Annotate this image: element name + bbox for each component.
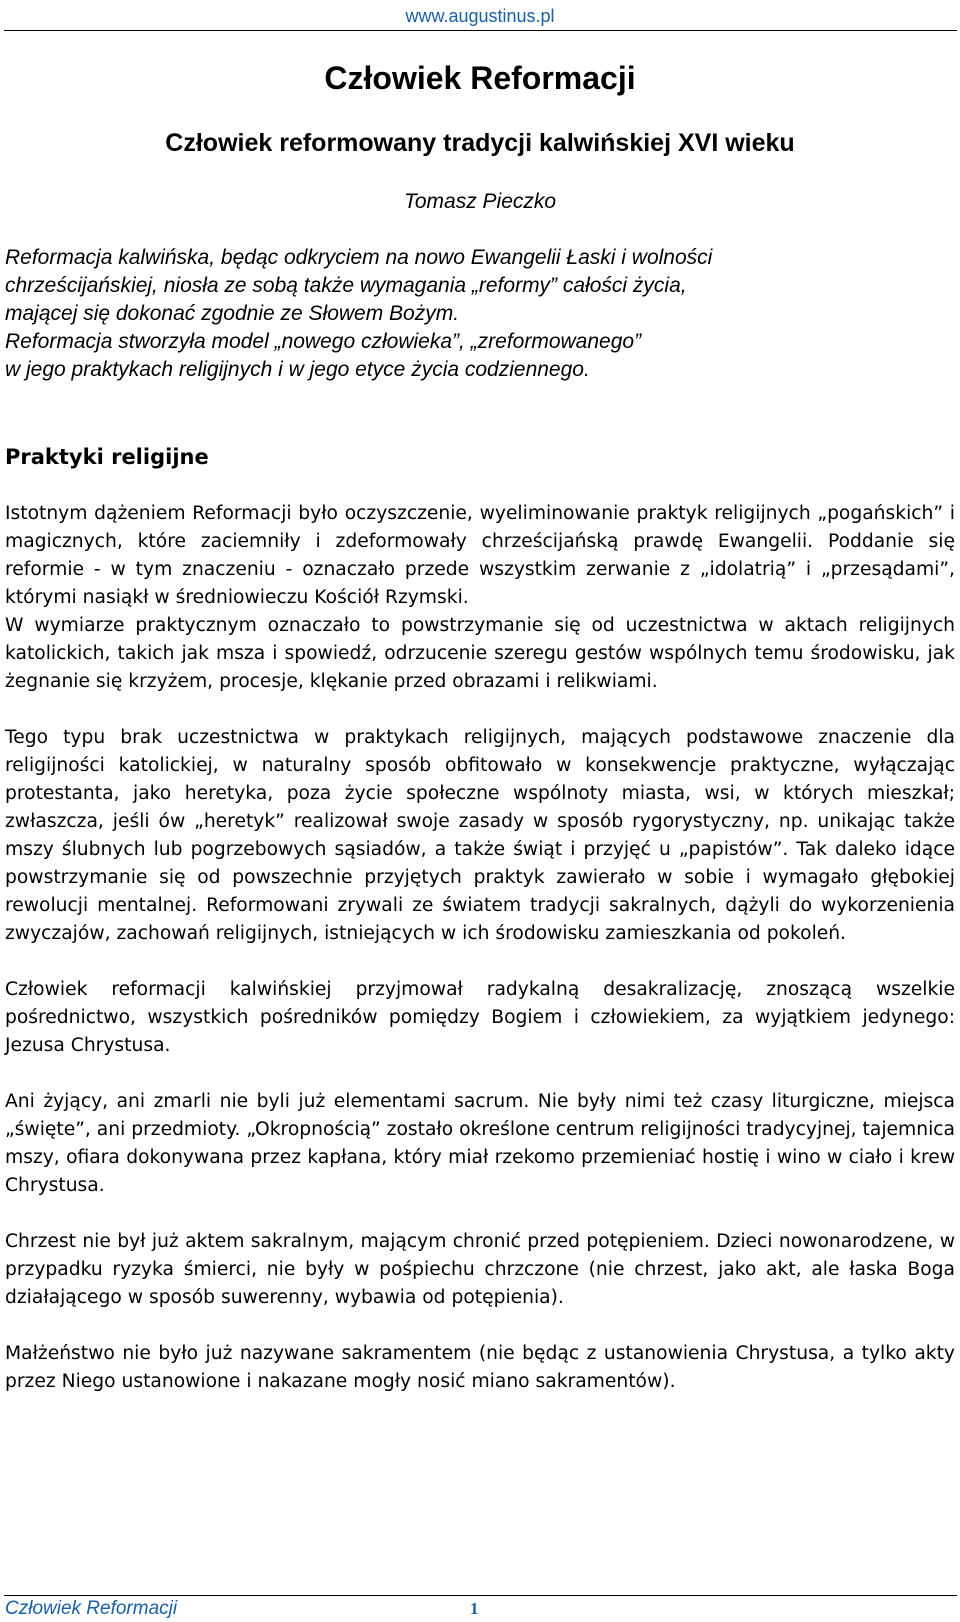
paragraph: W wymiarze praktycznym oznaczało to powstrzymanie się od uczestnictwa w aktach religijnych katolickich, takich jak msza i spowiedź, odrzucenie szeregu gestów wspólnych temu środowisku, jak żegnanie się krzyżem, procesje, klękanie przed obrazami i relikwiami. (5, 615, 955, 692)
intro-line: Reformacja stworzyła model „nowego człowieka”, „zreformowanego” (5, 330, 642, 353)
section-heading: Praktyki religijne (5, 445, 209, 469)
intro-line: Reformacja kalwińska, będąc odkryciem na nowo Ewangelii Łaski i wolności (5, 246, 713, 269)
paragraph: Człowiek reformacji kalwińskiej przyjmował radykalną desakralizację, znoszącą wszelkie pośrednictwo, wszystkich pośredników pomiędzy Bogiem i człowiekiem, za wyjątkiem jedynego: Jezusa Chrystusa. (5, 979, 955, 1056)
footer-title: Człowiek Reformacji (5, 1598, 178, 1619)
footer-divider (4, 1595, 957, 1596)
paragraph: Małżeństwo nie było już nazywane sakramentem (nie będąc z ustanowienia Chrystusa, a tylko akty przez Niego ustanowione i nakazane mogły nosić miano sakramentów). (5, 1343, 955, 1392)
paragraph: Chrzest nie był już aktem sakralnym, mającym chronić przed potępieniem. Dzieci nowonarodzene, w przypadku ryzyka śmierci, nie były w pośpiechu chrzczone (nie chrzest, jako akt, ale łaska Boga działającego w sposób suwerenny, wybawia od potępienia). (5, 1231, 955, 1308)
body-text (5, 500, 955, 1396)
intro-abstract (5, 244, 955, 384)
document-subtitle: Człowiek reformowany tradycji kalwińskiej XVI wieku (165, 129, 795, 157)
header-divider (4, 30, 957, 31)
author-name: Tomasz Pieczko (403, 190, 557, 213)
document-title: Człowiek Reformacji (324, 60, 636, 96)
intro-line: mającej się dokonać zgodnie ze Słowem Bożym. (5, 302, 460, 325)
paragraph: Tego typu brak uczestnictwa w praktykach religijnych, mających podstawowe znaczenie dla religijności katolickiej, w naturalny sposób obfitowało w konsekwencje praktyczne, wyłączając protestanta, jako heretyka, poza życie społeczne wspólnoty miasta, wsi, w których mieszkał; zwłaszcza, jeśli ów „heretyk” realizował swoje zasady w sposób rygorystyczny, np. unikając także mszy ślubnych lub pogrzebowych sąsiadów, a także świąt i przyjęć u „papistów”. Tak daleko idące powstrzymanie się od powszechnie przyjętych praktyk zawierało w sobie i wymagało głębokiej rewolucji mentalnej. Reformowani zrywali ze światem tradycji sakralnych, dążyli do wykorzenienia zwyczajów, zachowań religijnych, istniejących w ich środowisku zamieszkania od pokoleń. (5, 727, 955, 944)
page-number: 1 (470, 1599, 479, 1618)
paragraph: Ani żyjący, ani zmarli nie byli już elementami sacrum. Nie były nimi też czasy liturgiczne, miejsca „święte”, ani przedmioty. „Okropnością” zostało określone centrum religijności tradycyjnej, tajemnica mszy, ofiara dokonywana przez kapłana, który miał rzekomo przemieniać hostię i wino w ciało i krew Chrystusa. (5, 1091, 955, 1196)
intro-line: w jego praktykach religijnych i w jego etyce życia codziennego. (5, 358, 590, 381)
site-url-link[interactable]: www.augustinus.pl (405, 6, 555, 26)
paragraph: Istotnym dążeniem Reformacji było oczyszczenie, wyeliminowanie praktyk religijnych „pogańskich” i magicznych, które zaciemniły i zdeformowały chrześcijańską prawdę Ewangelii. Poddanie się reformie - w tym znaczeniu - oznaczało przede wszystkim zerwanie z „idolatrią” i „przesądami”, którymi nasiąkł w średniowieczu Kościół Rzymski. (5, 503, 955, 608)
intro-line: chrześcijańskiej, niosła ze sobą także wymagania „reformy” całości życia, (5, 274, 687, 297)
